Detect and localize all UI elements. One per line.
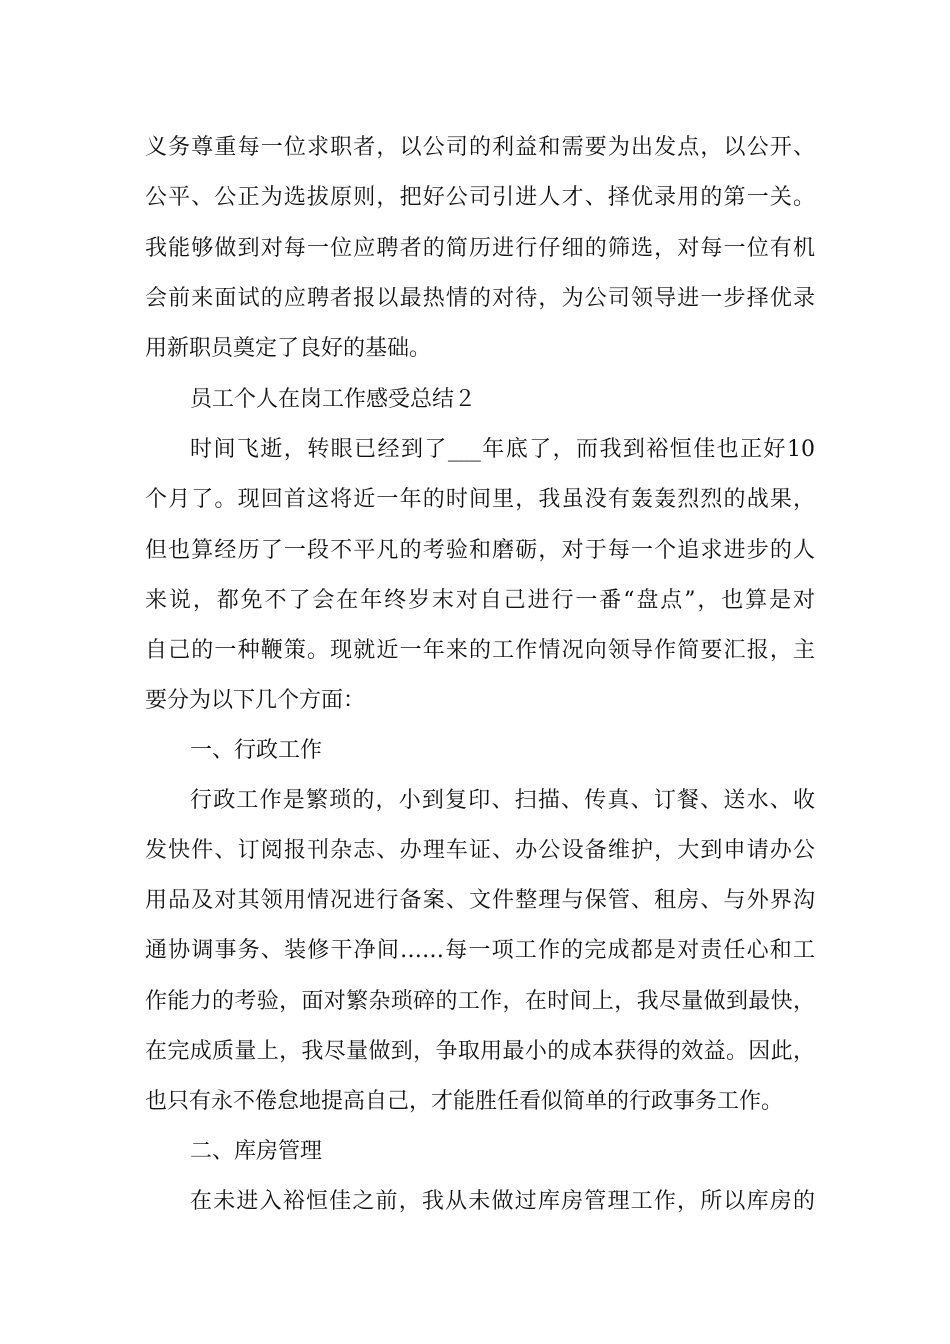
paragraph-line: 但也算经历了一段不平凡的考验和磨砺，对于每一个追求进步的人 (145, 538, 815, 563)
paragraph-line: 行政工作是繁琐的，小到复印、扫描、传真、订餐、送水、收 (190, 788, 815, 813)
section-heading: 二、库房管理 (190, 1139, 323, 1164)
paragraph-line: 个月了。现回首这将近一年的时间里，我虽没有轰轰烈烈的战果， (145, 487, 815, 512)
paragraph-line: 在未进入裕恒佳之前，我从未做过库房管理工作，所以库房的 (190, 1189, 815, 1214)
paragraph-line: 发快件、订阅报刊杂志、办理车证、办公设备维护，大到申请办公 (145, 838, 815, 863)
section-heading: 员工个人在岗工作感受总结２ (190, 387, 477, 412)
paragraph-line: 用品及对其领用情况进行备案、文件整理与保管、租房、与外界沟 (145, 888, 815, 913)
paragraph-line: 义务尊重每一位求职者，以公司的利益和需要为出发点，以公开、 (145, 135, 815, 160)
paragraph-line: 用新职员奠定了良好的基础。 (145, 336, 432, 361)
paragraph-line: 公平、公正为选拔原则，把好公司引进人才、择优录用的第一关。 (145, 185, 815, 210)
paragraph-line: 我能够做到对每一位应聘者的简历进行仔细的筛选，对每一位有机 (145, 236, 815, 261)
paragraph-line: 来说，都免不了会在年终岁末对自己进行一番“盘点”，也算是对 (145, 588, 815, 613)
paragraph-line: 要分为以下几个方面： (145, 688, 366, 713)
paragraph-line: 在完成质量上，我尽量做到，争取用最小的成本获得的效益。因此， (145, 1039, 815, 1064)
paragraph-line: 时间飞逝，转眼已经到了___年底了，而我到裕恒佳也正好10 (190, 437, 815, 462)
paragraph-line: 自己的一种鞭策。现就近一年来的工作情况向领导作简要汇报，主 (145, 638, 815, 663)
paragraph-line: 通协调事务、装修干净间……每一项工作的完成都是对责任心和工 (145, 938, 815, 963)
section-heading: 一、行政工作 (190, 738, 323, 763)
paragraph-line: 也只有永不倦怠地提高自己，才能胜任看似简单的行政事务工作。 (145, 1089, 784, 1114)
paragraph-line: 作能力的考验，面对繁杂琐碎的工作，在时间上，我尽量做到最快， (145, 989, 815, 1014)
paragraph-line: 会前来面试的应聘者报以最热情的对待，为公司领导进一步择优录 (145, 286, 815, 311)
